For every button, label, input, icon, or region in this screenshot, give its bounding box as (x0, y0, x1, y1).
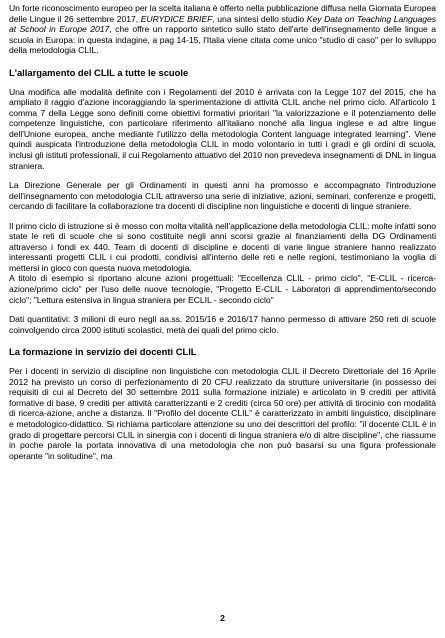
paragraph: Dati quantitativi: 3 milioni di euro negli aa.ss. 2015/16 e 2016/17 hanno permesso di attivare 250 reti di scuole coinvolgendo circa 2000 istituti scolastici, metà dei quali del primo ciclo. (9, 314, 436, 335)
paragraph: Il primo ciclo di istruzione si è mosso con molta vitalità nell'applicazione della metodologia CLIL: molte infatti sono state le reti di scuole che si sono costituite negli anni scorsi grazie ai finanziamenti della DG Ordinamenti attraverso i fondi ex 440. Team di docenti di discipline e docenti di varie lingue straniere hanno realizzato interessanti progetti CLIL i cui prodotti, condivisi all'interno delle reti e nelle regioni, testimoniano la voglia di mettersi in gioco con questa nuova metodologia. (9, 220, 436, 273)
paragraph: A titolo di esempio si riportano alcune azioni progettuali: "Eccellenza CLIL - primo ciclo", "E-CLIL - ricerca-azione/primo ciclo" per l'uso delle nuove tecnologie, "Progetto E-CLIL - Laboratori di apprendimento/secondo ciclo"; "Lettura estensiva in lingua straniera per ECLIL - secondo ciclo" (9, 273, 436, 305)
page-number: 2 (220, 613, 225, 623)
intro-paragraph (9, 3, 436, 56)
paragraph: Per i docenti in servizio di discipline non linguistiche con metodologia CLIL il Decreto Direttoriale del 16 Aprile 2012 ha previsto un corso di perfezionamento di 20 CFU realizzato da strutture universitarie (in possesso dei requisiti di cui al Decreto del 30 settembre 2011 sulla formazione iniziale) e articolato in 9 crediti per attività formative di base, 9 crediti per attività caratterizzanti e 2 crediti (circa 50 ore) per attività di tirocinio con modalità di ricerca-azione, anche a distanza. Il "Profilo del docente CLIL" è caratterizzato in ambiti linguistico, disciplinare e metodologico-didattico. Si richiama particolare attenzione su uno dei descrittori del profilo: "il docente CLIL è in grado di progettare percorsi CLIL in sinergia con i docenti di lingua straniera e/o di altre discipline", che riassume in poche parole la portata innovativa di una metodologia che non può basarsi su una figura professionale operante "in solitudine", ma (9, 366, 436, 461)
paragraph: La Direzione Generale per gli Ordinamenti in questi anni ha promosso e accompagnato l'introduzione dell'insegnamento con metodologia CLIL attraverso una serie di iniziative, azioni, seminari, conferenze e progetti, cercando di facilitare la collaborazione tra docenti di discipline non linguistiche e docenti di lingue straniere. (9, 180, 436, 212)
section-heading-teacher-training: La formazione in servizio dei docenti CLIL (9, 346, 197, 358)
intro-text-3: , che offre un rapporto sintetico sullo stato dell'arte dell'insegnamento delle lingue a scuola in Europa: in questa indagine, a pag 14-15, l'Italia viene citata come unico "studio di caso" per lo sviluppo della metodologia CLIL. (9, 24, 436, 56)
paragraph: Una modifica alle modalità definite con i Regolamenti del 2010 è arrivata con la Legge 107 del 2015, che ha ampliato il raggio d'azione incoraggiando la sperimentazione di attività CLIL anche nel primo ciclo. All'articolo 1 comma 7 della Legge sono definiti come obiettivi formativi prioritari "la valorizzazione e il potenziamento delle competenze linguistiche, con particolare riferimento all'italiano nonché alla lingua inglese e ad altre lingue dell'Unione europea, anche mediante l'utilizzo della metodologia Content language integrated learning". Viene quindi auspicata l'introduzione della metodologia CLIL in modo volontario in tutti i gradi e gli ordini di scuola, inclusi gli istituti professionali, il cui Regolamento attuativo del 2010 non prevedeva insegnamenti di DNL in lingua straniera. (9, 86, 436, 171)
intro-text-2: , una sintesi dello studio (212, 13, 307, 24)
study-title: Key Data on Teaching Languages at School in Europe 2017 (9, 13, 436, 35)
publication-title: EURYDICE BRIEF (140, 13, 213, 24)
intro-text-1: Un forte riconoscimento europeo per la scelta italiana è offerto nella pubblicazione diffusa nella Giornata Europea delle Lingue il 26 settembre 2017, (9, 3, 436, 24)
section-heading-clil-expansion: L'allargamento del CLIL a tutte le scuole (9, 66, 189, 78)
